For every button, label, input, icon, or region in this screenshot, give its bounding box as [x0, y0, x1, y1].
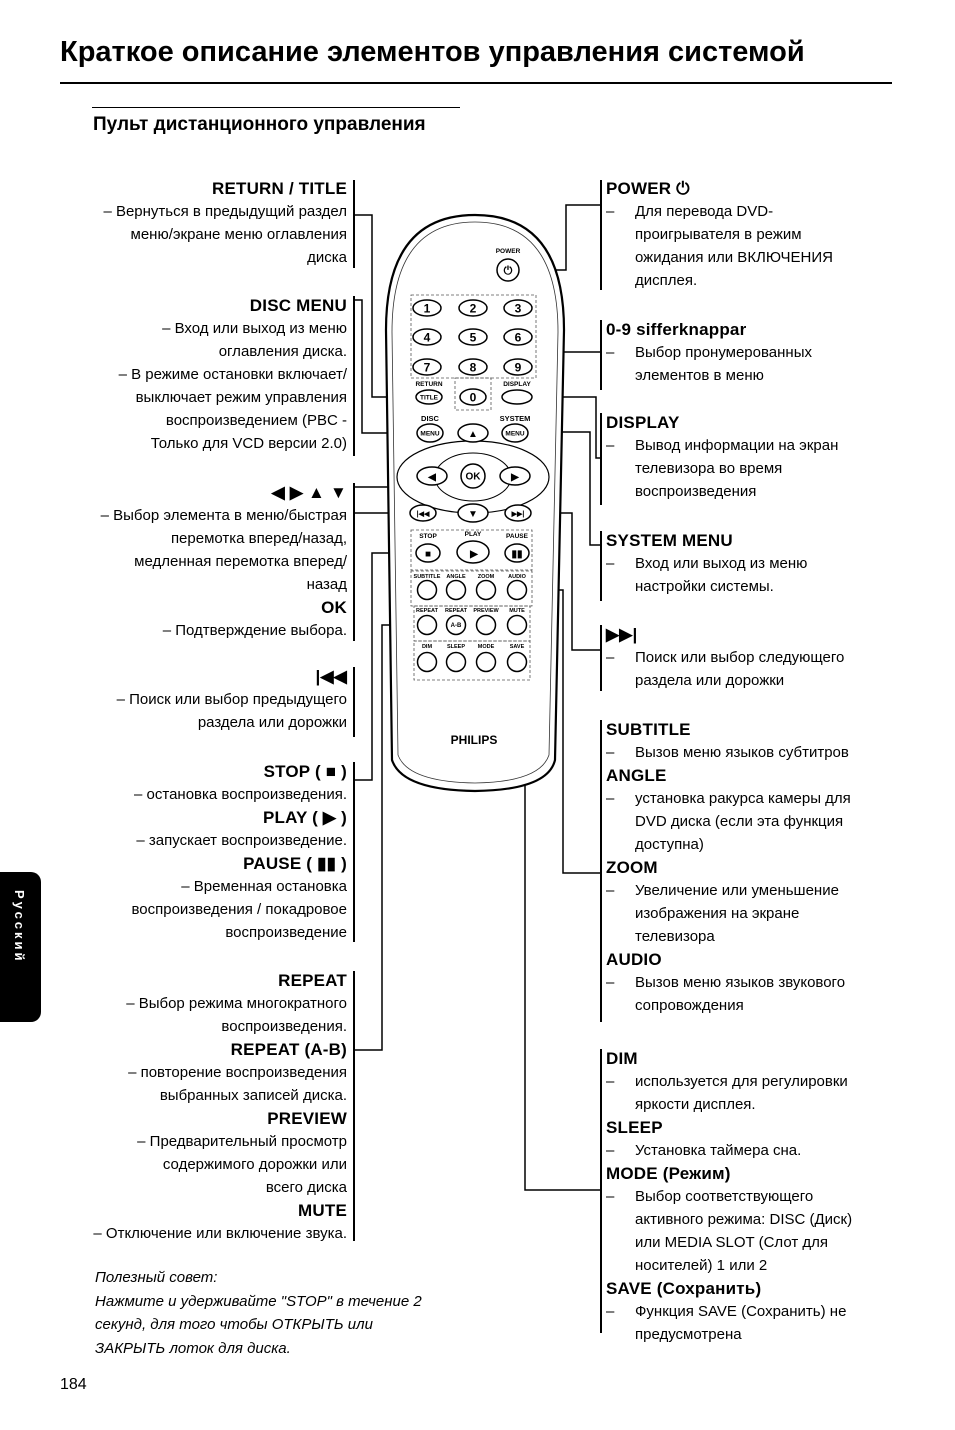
control-name: DISPLAY: [606, 413, 680, 432]
sleep-label: SLEEP: [446, 644, 466, 650]
repeat_ab-label: REPEAT: [445, 608, 467, 614]
down-arrow-icon: ▼: [468, 509, 478, 520]
repeat-label: REPEAT: [416, 608, 438, 614]
control-description: – Увеличение или уменьшение: [606, 879, 851, 902]
control-description: – запускает воспроизведение.: [136, 832, 347, 849]
display-button: [502, 390, 532, 404]
save-button: [508, 653, 527, 672]
control-name: PLAY ( ▶ ): [262, 808, 347, 827]
subtitle-label: SUBTITLE: [413, 574, 441, 580]
control-description: воспроизведения.: [221, 1018, 347, 1035]
control-name: ◀ ▶ ▲ ▼: [271, 483, 347, 502]
up-arrow-icon: ▲: [468, 429, 478, 440]
control-description: – Для перевода DVD-: [606, 200, 833, 223]
title-button-text: TITLE: [419, 394, 439, 402]
control-name: SUBTITLE: [606, 720, 691, 739]
control-name: STOP ( ■ ): [263, 762, 347, 781]
control-description: – Выбор соответствующего: [606, 1185, 852, 1208]
preview-button: [477, 616, 496, 635]
dim-label: DIM: [421, 644, 433, 650]
display-label: DISPLAY: [503, 381, 531, 388]
digit-button-text: 2: [469, 301, 477, 316]
control-description: выключает режим управления: [135, 389, 347, 406]
page-title: Краткое описание элементов управления системой: [60, 36, 805, 68]
control-description: Только для VCD версии 2.0): [150, 435, 347, 452]
play-icon: ▶: [470, 549, 478, 560]
digit-button-text: 5: [469, 330, 477, 345]
play-label: PLAY: [464, 531, 482, 538]
control-description: – Вход или выход из меню: [606, 552, 807, 575]
zoom-button: [477, 581, 496, 600]
digit-button-text: 0: [469, 390, 477, 405]
control-name: POWER ⏻: [606, 179, 690, 198]
control-description: – Поиск или выбор предыдущего: [116, 691, 347, 708]
control-description: телевизора во время: [635, 460, 783, 477]
dim-button: [418, 653, 437, 672]
control-description: воспроизведение: [225, 924, 347, 941]
control-description: раздела или дорожки: [197, 714, 347, 731]
control-name: SLEEP: [606, 1118, 663, 1137]
control-description: выбранных записей диска.: [159, 1087, 347, 1104]
disc-menu-button-text: MENU: [420, 430, 440, 438]
control-description: – Отключение или включение звука.: [93, 1225, 347, 1242]
mode-button: [477, 653, 496, 672]
mute-label: MUTE: [509, 608, 525, 614]
repeat_ab-button-text: A-B: [450, 623, 462, 630]
control-name: 0-9 sifferknappar: [606, 320, 747, 339]
prev-icon: |◀◀: [416, 511, 430, 518]
control-description: – повторение воспроизведения: [128, 1064, 347, 1081]
pause-label: PAUSE: [506, 533, 528, 540]
control-description: сопровождения: [635, 997, 744, 1014]
angle-label: ANGLE: [446, 574, 466, 580]
digit-button-text: 7: [423, 360, 431, 375]
control-description: – Вход или выход из меню: [162, 320, 347, 337]
control-description: – Установка таймера сна.: [606, 1139, 852, 1162]
subtitle-button: [418, 581, 437, 600]
control-description: воспроизведением (PBC -: [165, 412, 347, 429]
control-description: – Вернуться в предыдущий раздел: [103, 203, 347, 220]
control-description: яркости дисплея.: [635, 1096, 756, 1113]
control-description: – Функция SAVE (Сохранить) не: [606, 1300, 852, 1323]
control-description: воспроизведения / покадровое: [131, 901, 347, 918]
control-description: активного режима: DISC (Диск): [635, 1211, 853, 1228]
control-description: перемотка вперед/назад,: [170, 530, 347, 547]
control-name: DISC MENU: [249, 296, 347, 315]
control-description: – Подтверждение выбора.: [162, 622, 347, 639]
control-description: диска: [307, 249, 347, 266]
control-description: всего диска: [265, 1179, 347, 1196]
control-name: ▶▶|: [606, 625, 638, 644]
control-description: проигрывателя в режим: [635, 226, 802, 243]
preview-label: PREVIEW: [473, 608, 499, 614]
control-description: – Вывод информации на экран: [606, 434, 838, 457]
control-name: REPEAT (A-B): [230, 1040, 347, 1059]
control-description: или MEDIA SLOT (Слот для: [635, 1234, 829, 1251]
control-description: раздела или дорожки: [635, 672, 785, 689]
tip-line: ЗАКРЫТЬ лоток для диска.: [95, 1339, 291, 1357]
control-description: – Выбор режима многократного: [126, 995, 347, 1012]
control-description: содержимого дорожки или: [162, 1156, 347, 1173]
control-description: DVD диска (если эта функция: [635, 813, 844, 830]
control-description: телевизора: [635, 928, 715, 945]
control-description: ожидания или ВКЛЮЧЕНИЯ: [635, 249, 834, 266]
digit-button-text: 3: [514, 301, 522, 316]
ok-button-text: OK: [465, 471, 481, 483]
control-name: ANGLE: [606, 766, 667, 785]
pause-icon: ▮▮: [511, 549, 523, 560]
audio-label: AUDIO: [508, 574, 526, 580]
next-icon: ▶▶|: [511, 511, 525, 518]
control-name: MUTE: [298, 1201, 347, 1220]
control-name: MODE (Режим): [606, 1164, 731, 1183]
control-description: элементов в меню: [635, 367, 764, 384]
control-name: PAUSE ( ▮▮ ): [243, 854, 347, 873]
control-description: – установка ракурса камеры для: [606, 787, 851, 810]
sleep-button: [447, 653, 466, 672]
repeat-button: [418, 616, 437, 635]
control-name: OK: [321, 598, 347, 617]
helpful-tip: [95, 1266, 422, 1360]
tip-line: Нажмите и удерживайте "STOP" в течение 2: [95, 1292, 422, 1310]
control-description: – Временная остановка: [181, 878, 347, 895]
language-tab-label: Русский: [12, 890, 27, 964]
stop-label: STOP: [419, 533, 437, 540]
mode-label: MODE: [477, 644, 495, 650]
digit-button-text: 1: [423, 301, 431, 316]
control-description: – Вызов меню языков субтитров: [606, 741, 851, 764]
control-description: – Поиск или выбор следующего: [606, 646, 844, 669]
return-label: RETURN: [415, 381, 443, 388]
digit-button-text: 6: [514, 330, 522, 345]
digit-button-text: 4: [423, 330, 431, 345]
zoom-label: ZOOM: [477, 574, 495, 580]
control-name: DIM: [606, 1049, 638, 1068]
stop-icon: ■: [424, 549, 432, 560]
control-description: меню/экране меню оглавления: [130, 226, 347, 243]
control-description: – Предварительный просмотр: [137, 1133, 347, 1150]
power-label: POWER: [495, 248, 521, 255]
digit-button-text: 8: [469, 360, 477, 375]
control-description: назад: [306, 576, 347, 593]
page-number: 184: [60, 1376, 87, 1393]
control-description: изображения на экране: [635, 905, 800, 922]
control-name: SYSTEM MENU: [606, 531, 733, 550]
control-description: – Выбор элемента в меню/быстрая: [100, 507, 347, 524]
mute-button: [508, 616, 527, 635]
control-description: – используется для регулировки: [606, 1070, 852, 1093]
control-description: носителей) 1 или 2: [635, 1257, 768, 1274]
control-name: |◀◀: [315, 667, 347, 686]
tip-heading: Полезный совет:: [95, 1269, 218, 1286]
control-name: REPEAT: [278, 971, 347, 990]
language-tab: [0, 872, 41, 1022]
control-description: предусмотрена: [635, 1326, 742, 1343]
control-description: оглавления диска.: [218, 343, 347, 360]
control-name: ZOOM: [606, 858, 658, 877]
control-name: AUDIO: [606, 950, 662, 969]
control-description: – Выбор пронумерованных: [606, 341, 812, 364]
power-glyph-icon: ⏻: [503, 265, 513, 277]
tip-line: секунд, для того чтобы ОТКРЫТЬ или: [95, 1316, 373, 1333]
system-label: SYSTEM: [499, 414, 531, 423]
control-description: медленная перемотка вперед/: [134, 553, 347, 570]
audio-button: [508, 581, 527, 600]
left-arrow-icon: ◀: [428, 472, 436, 483]
angle-button: [447, 581, 466, 600]
system-menu-button-text: MENU: [505, 430, 525, 438]
control-description: дисплея.: [635, 272, 698, 289]
save-label: SAVE: [509, 644, 525, 650]
brand-logo: PHILIPS: [450, 733, 498, 747]
control-description: – остановка воспроизведения.: [134, 786, 347, 803]
control-description: настройки системы.: [635, 578, 774, 595]
disc-label: DISC: [421, 414, 439, 423]
control-description: – Вызов меню языков звукового: [606, 971, 851, 994]
control-description: воспроизведения: [635, 483, 757, 500]
control-name: RETURN / TITLE: [211, 179, 347, 198]
control-description: – В режиме остановки включает/: [118, 366, 347, 383]
digit-button-text: 9: [514, 360, 522, 375]
control-description: доступна): [635, 836, 704, 853]
right-arrow-icon: ▶: [511, 472, 519, 483]
control-name: PREVIEW: [267, 1109, 347, 1128]
section-title: Пульт дистанционного управления: [93, 114, 426, 135]
control-name: SAVE (Сохранить): [606, 1279, 762, 1298]
